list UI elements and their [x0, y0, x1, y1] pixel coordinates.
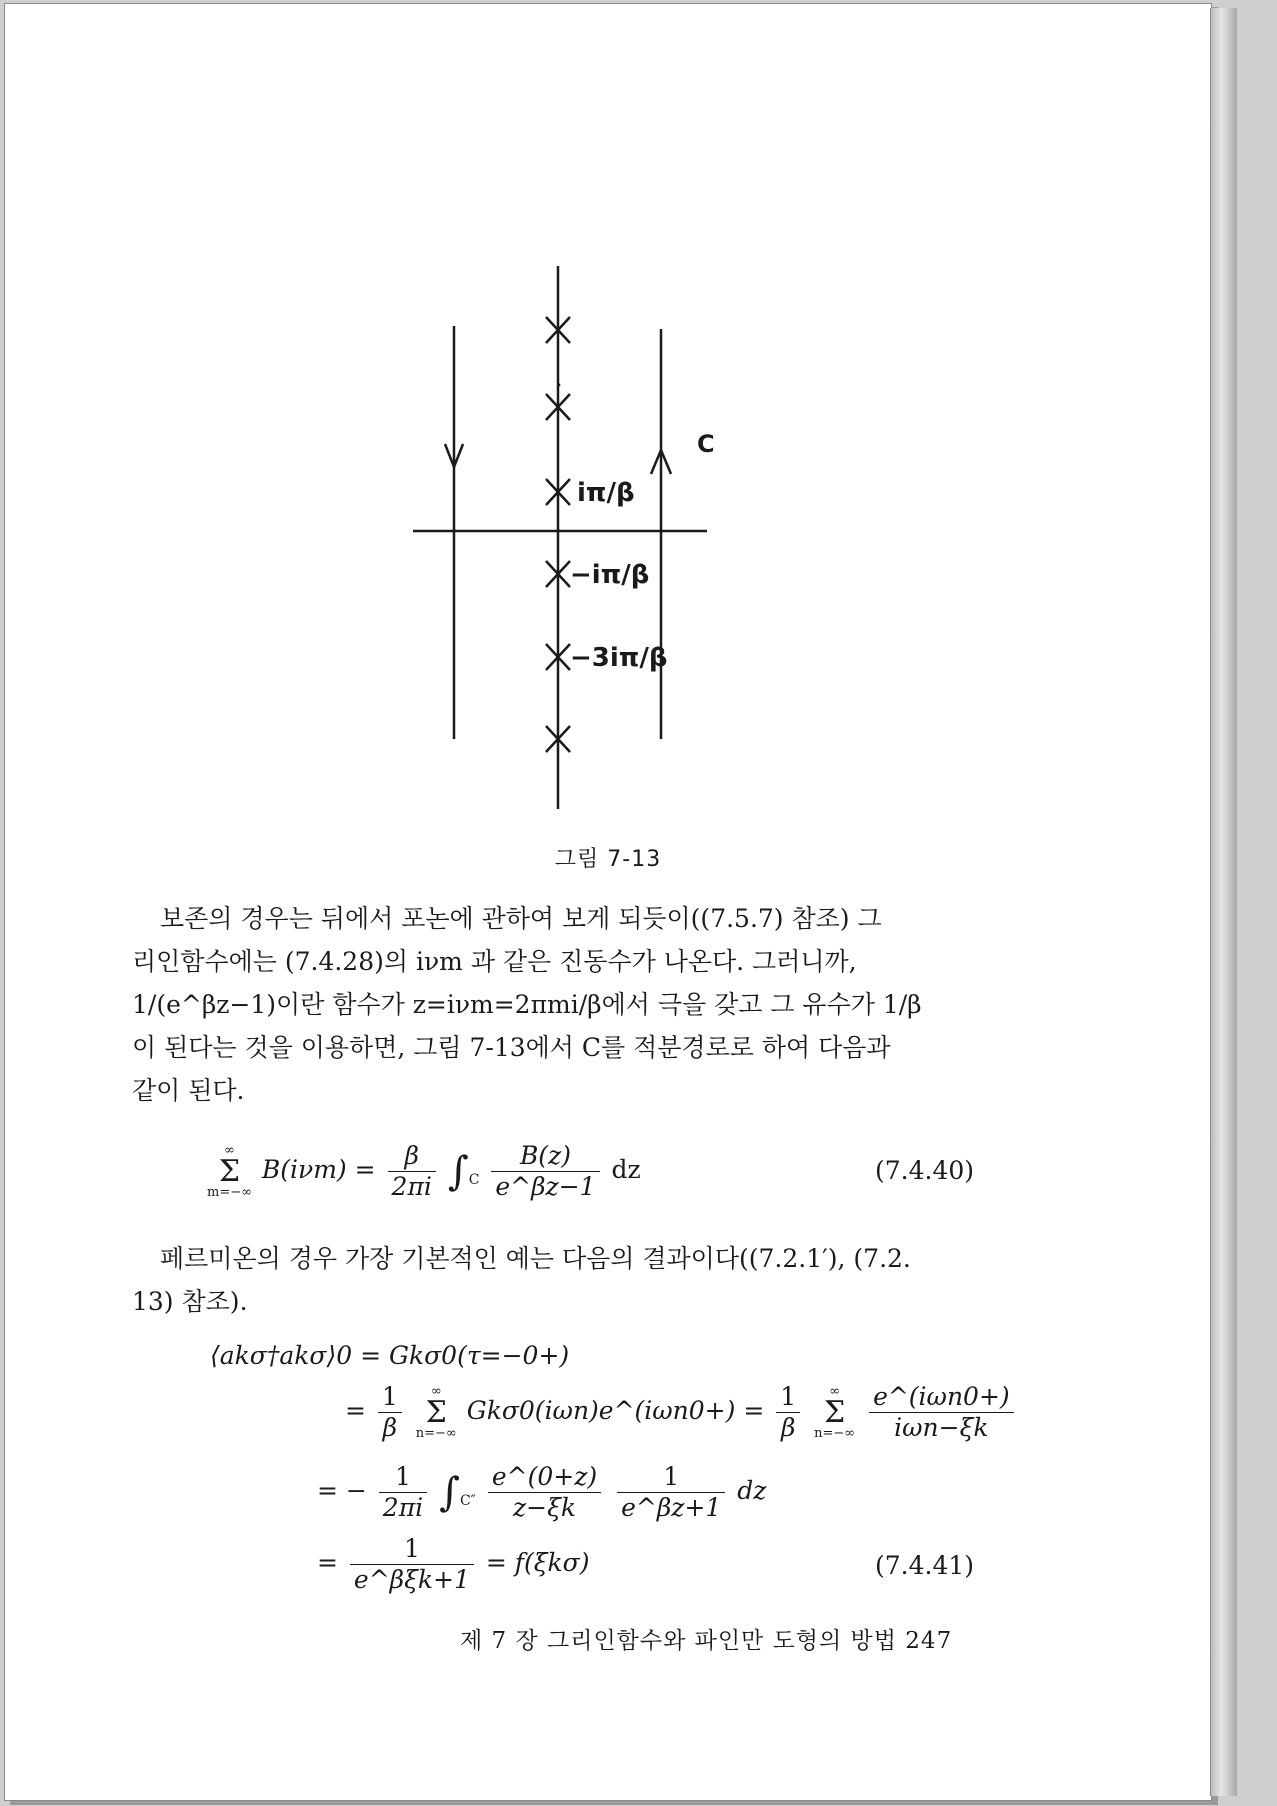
eq-tail: dz [611, 1155, 641, 1184]
fraction [869, 1382, 1014, 1443]
equation-line-4: = $\frac{1}{\text{e\textasciicircum{}βξk+1}}$ = f(ξkσ) [317, 1534, 590, 1594]
book-page [4, 3, 1212, 1801]
eq-tail: dz [737, 1476, 767, 1505]
sum-lower-limit: n=−∞ [415, 1425, 457, 1441]
equation-number: (7.4.41) [875, 1551, 975, 1580]
fraction-numerator: 1 [350, 1534, 474, 1565]
fraction-numerator: e^(iωn0+) [869, 1382, 1014, 1413]
paragraph-fermions [132, 1237, 1000, 1323]
fraction-denominator: iωn−ξk [894, 1413, 989, 1442]
text-line: 같이 된다. [132, 1076, 245, 1105]
fraction-numerator: 1 [617, 1462, 725, 1493]
fraction-denominator: 2πi [382, 1493, 424, 1522]
summation-sign: ∞ Σ n=−∞ [415, 1383, 457, 1441]
paragraph-bosons [132, 897, 1000, 1112]
contour-label: C [697, 430, 715, 458]
fraction-numerator: 1 [776, 1382, 800, 1413]
pole-label-minus-3pi: −3iπ/β [570, 643, 668, 673]
fraction [488, 1462, 601, 1523]
sum-upper-limit: ∞ [224, 1142, 235, 1158]
fraction-numerator: e^(0+z) [488, 1462, 601, 1493]
fraction-denominator: β [780, 1413, 796, 1442]
sum-lower-limit: n=−∞ [814, 1425, 856, 1441]
equation-line-1 [210, 1341, 569, 1370]
fraction [617, 1462, 725, 1523]
sum-lower-limit: m=−∞ [207, 1184, 252, 1200]
fraction-numerator: 1 [379, 1462, 427, 1493]
eq-expression: Gkσ0(iωn)e^(iωn0+) [466, 1396, 736, 1425]
fraction [350, 1534, 474, 1595]
integral-contour: C″ [459, 1493, 476, 1509]
eq-expression: = f(ξkσ) [485, 1548, 590, 1577]
fraction-denominator: z−ξk [512, 1493, 576, 1522]
fraction-numerator: B(z) [491, 1141, 599, 1172]
fraction-denominator: β [382, 1413, 398, 1442]
text-line: 보존의 경우는 뒤에서 포논에 관하여 보게 되듯이((7.5.7) 참조) 그 [160, 904, 882, 933]
text-line: 13) 참조). [132, 1287, 248, 1316]
fraction [491, 1141, 599, 1202]
text-line: 이 된다는 것을 이용하면, 그림 7-13에서 C를 적분경로로 하여 다음과 [132, 1033, 891, 1062]
fraction-numerator: β [388, 1141, 436, 1172]
fraction-denominator: e^βz+1 [621, 1493, 722, 1522]
text-line: 페르미온의 경우 가장 기본적인 예는 다음의 결과이다((7.2.1′), (7.2. [160, 1244, 911, 1273]
contour-figure [5, 4, 1211, 824]
equation-line-2: = $\frac{1}{\beta}$ ∞ Σ n=−∞ Gkσ0(iωn)e^(iωn0+) = $\frac{1}{\beta}$ ∞ Σ n=−∞ $\frac{\text{e\textasciicircum{}(iωn0+)}}{\text{iωn−ξk}}$ [345, 1382, 1018, 1443]
integral-contour: C [468, 1172, 480, 1188]
fraction [776, 1382, 800, 1443]
sum-upper-limit: ∞ [829, 1383, 841, 1399]
equation-7-4-40: ∞ Σ m=−∞ B(iνm) = $\frac{\beta}{2\pi i}$ $\int_C$ $\frac{B(z)}{e\^{}\beta z-1}$ dz [207, 1141, 641, 1201]
eq-expression: ⟨akσ†akσ⟩0 = Gkσ0(τ=−0+) [210, 1341, 570, 1370]
pole-label-pi: iπ/β [577, 478, 635, 508]
summation-sign: ∞ Σ m=−∞ [207, 1142, 252, 1200]
eq-lhs: B(iνm) [261, 1155, 347, 1184]
summation-sign: ∞ Σ n=−∞ [814, 1383, 856, 1441]
fraction [379, 1462, 427, 1523]
equation-number: (7.4.40) [875, 1156, 975, 1185]
text-line: 리인함수에는 (7.4.28)의 iνm 과 같은 진동수가 나온다. 그러니까, [132, 947, 857, 976]
sum-upper-limit: ∞ [430, 1383, 442, 1399]
page-edge [1210, 8, 1237, 1796]
fraction-denominator: 2πi [391, 1172, 432, 1201]
equation-line-3: = − $\frac{1}{2\pi i}$ $\int_{C''}$ $\frac{e\^{}(0+z)}{z-\xi k}$ $\frac{1}{e\^{}\beta z+1}$ dz [317, 1462, 767, 1522]
page-footer: 제 7 장 그리인함수와 파인만 도형의 방법 247 [460, 1628, 953, 1654]
pole-label-minus-pi: −iπ/β [570, 560, 650, 590]
figure-caption: 그림 7-13 [554, 847, 662, 872]
fraction-numerator: 1 [378, 1382, 402, 1413]
fraction [378, 1382, 402, 1443]
fraction [388, 1141, 436, 1202]
fraction-denominator: e^βz−1 [495, 1172, 596, 1201]
text-line: 1/(e^βz−1)이란 함수가 z=iνm=2πmi/β에서 극을 갖고 그 유수가 1/β [132, 990, 922, 1019]
svg-text:•: • [556, 381, 562, 392]
fraction-denominator: e^βξk+1 [353, 1565, 470, 1594]
